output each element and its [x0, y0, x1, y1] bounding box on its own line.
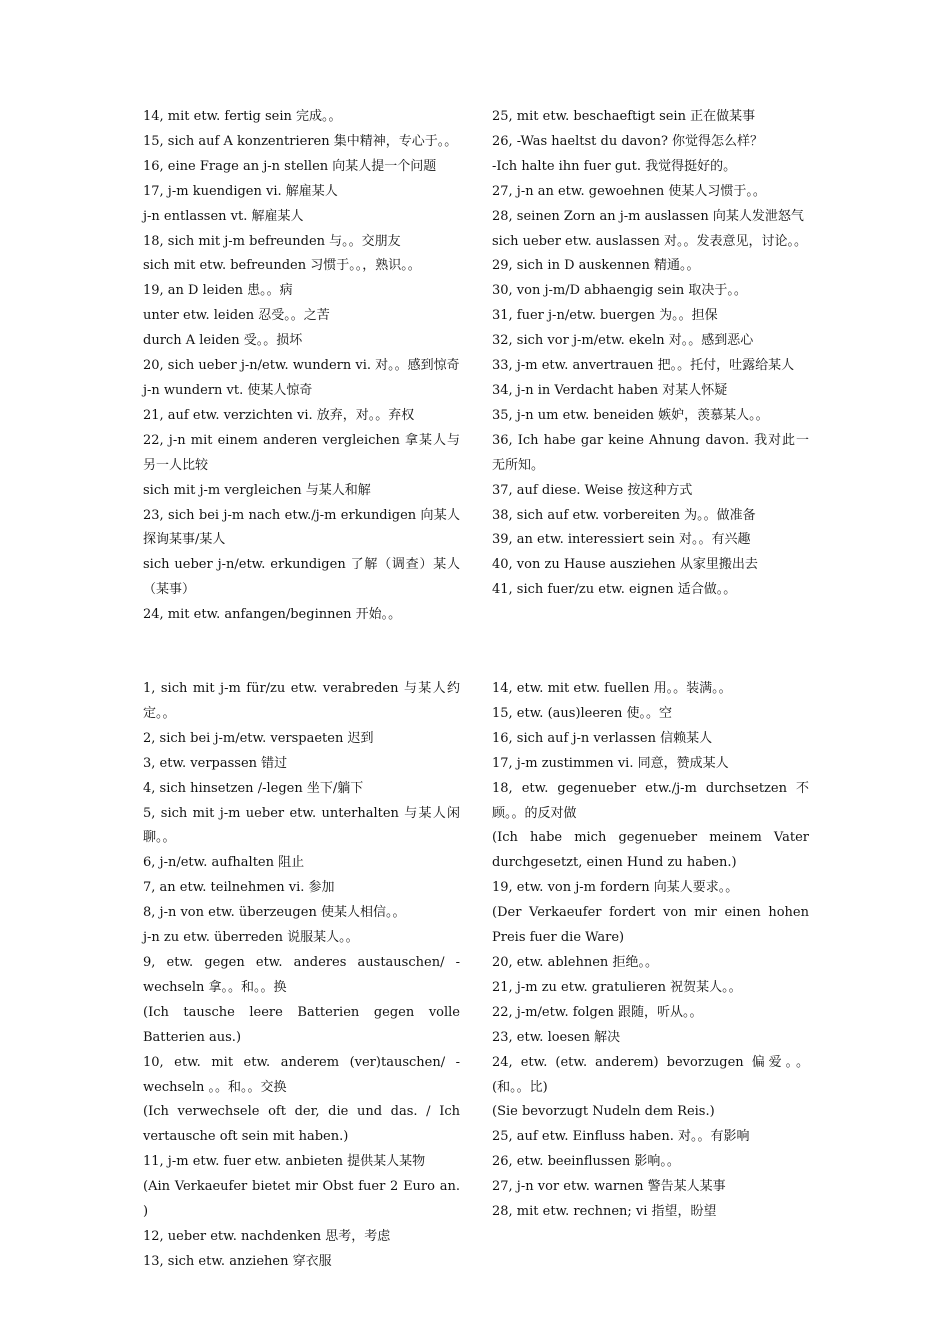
vocab-entry: 37, auf diese. Weise 按这种方式 [492, 482, 693, 498]
vocab-entry: durch A leiden 受。。损坏 [143, 333, 303, 349]
vocab-entry: 28, seinen Zorn an j-m auslassen 向某人发泄怒气 [492, 208, 804, 224]
vocab-entry: 33, j-m etw. anvertrauen 把。。托付，吐露给某人 [492, 358, 795, 374]
vocab-entry: 2, sich bei j-m/etw. verspaeten 迟到 [143, 730, 374, 746]
vocab-entry: 36, Ich habe gar keine Ahnung davon. 我对此一无所知。 [492, 432, 809, 473]
vocab-entry: 8, j-n von etw. überzeugen 使某人相信。。 [143, 905, 406, 921]
section-2-left-column [143, 677, 460, 1275]
section-2-right-column [492, 677, 809, 1275]
vocab-entry: 20, etw. ablehnen 拒绝。。 [492, 954, 658, 970]
vocab-entry: sich mit etw. befreunden 习惯于。。，熟识。。 [143, 258, 421, 274]
vocab-entry: 38, sich auf etw. vorbereiten 为。。做准备 [492, 507, 756, 523]
vocab-entry: 30, von j-m/D abhaengig sein 取决于。。 [492, 283, 747, 299]
vocab-entry: 34, j-n in Verdacht haben 对某人怀疑 [492, 382, 728, 398]
section-1-left-column [143, 105, 460, 628]
vocab-entry: 13, sich etw. anziehen 穿衣服 [143, 1253, 332, 1269]
vocab-entry: 21, auf etw. verzichten vi. 放弃，对。。弃权 [143, 407, 415, 423]
vocab-entry: j-n entlassen vt. 解雇某人 [143, 208, 304, 224]
vocab-entry: 11, j-m etw. fuer etw. anbieten 提供某人某物 [143, 1154, 426, 1170]
vocab-entry: j-n zu etw. überreden 说服某人。。 [143, 930, 359, 946]
example-sentence: (Ich verwechsele oft der, die und das. / Ich vertausche oft sein mit haben.) [143, 1104, 460, 1145]
vocab-entry: 18, sich mit j-m befreunden 与。。交朋友 [143, 233, 401, 249]
vocab-entry: 18, etw. gegenueber etw./j-m durchsetzen 不顾。。的反对做 [492, 780, 809, 821]
vocab-entry: 28, mit etw. rechnen; vi 指望，盼望 [492, 1204, 717, 1220]
vocab-entry: 24, mit etw. anfangen/beginnen 开始。。 [143, 607, 402, 623]
vocab-entry: 27, j-n an etw. gewoehnen 使某人习惯于。。 [492, 183, 766, 199]
vocab-entry: 39, an etw. interessiert sein 对。。有兴趣 [492, 532, 751, 548]
vocab-entry: 19, etw. von j-m fordern 向某人要求。。 [492, 880, 739, 896]
vocab-entry: 22, j-n mit einem anderen vergleichen 拿某人与另一人比较 [143, 432, 460, 473]
vocab-entry: 27, j-n vor etw. warnen 警告某人某事 [492, 1179, 726, 1195]
vocab-entry: 41, sich fuer/zu etw. eignen 适合做。。 [492, 582, 737, 598]
vocab-entry: 23, etw. loesen 解决 [492, 1029, 621, 1045]
vocab-entry: 6, j-n/etw. aufhalten 阻止 [143, 855, 305, 871]
vocab-entry: 35, j-n um etw. beneiden 嫉妒，羡慕某人。。 [492, 407, 769, 423]
vocab-entry: 22, j-m/etw. folgen 跟随，听从。。 [492, 1004, 703, 1020]
section-1-right-column [492, 105, 809, 628]
vocab-entry: 21, j-m zu etw. gratulieren 祝贺某人。。 [492, 979, 742, 995]
example-sentence: (Ich tausche leere Batterien gegen volle Batterien aus.) [143, 1004, 460, 1045]
vocab-entry: 15, etw. (aus)leeren 使。。空 [492, 705, 672, 721]
vocab-entry: 20, sich ueber j-n/etw. wundern vi. 对。。感到惊奇 [143, 358, 460, 374]
example-sentence: (Sie bevorzugt Nudeln dem Reis.) [492, 1104, 715, 1120]
vocab-entry: unter etw. leiden 忍受。。之苦 [143, 308, 330, 324]
vocab-entry: 25, mit etw. beschaeftigt sein 正在做某事 [492, 109, 756, 124]
vocab-section-1 [143, 105, 809, 628]
vocab-entry: 10, etw. mit etw. anderem (ver)tauschen/ -wechseln 。。和。。交换 [143, 1054, 460, 1095]
vocab-entry: 16, sich auf j-n verlassen 信赖某人 [492, 730, 713, 746]
example-sentence: (Ain Verkaeufer bietet mir Obst fuer 2 Euro an. ) [143, 1179, 460, 1220]
vocab-entry: sich ueber j-n/etw. erkundigen 了解（调查）某人（某事） [143, 557, 460, 598]
vocab-entry: 3, etw. verpassen 错过 [143, 755, 288, 771]
vocab-entry: 17, j-m kuendigen vi. 解雇某人 [143, 183, 338, 199]
vocab-entry: 4, sich hinsetzen /-legen 坐下/躺下 [143, 780, 364, 796]
vocab-entry: 40, von zu Hause ausziehen 从家里搬出去 [492, 557, 758, 573]
vocab-entry: 17, j-m zustimmen vi. 同意，赞成某人 [492, 755, 729, 771]
example-sentence: (Ich habe mich gegenueber meinem Vater durchgesetzt, einen Hund zu haben.) [492, 830, 809, 871]
vocab-entry: 12, ueber etw. nachdenken 思考，考虑 [143, 1228, 391, 1244]
vocab-entry: sich ueber etw. auslassen 对。。发表意见，讨论。。 [492, 233, 808, 249]
vocab-entry: 32, sich vor j-m/etw. ekeln 对。。感到恶心 [492, 333, 754, 349]
vocab-entry: 14, mit etw. fertig sein 完成。。 [143, 109, 342, 124]
vocab-entry: 15, sich auf A konzentrieren 集中精神，专心于。。 [143, 133, 458, 149]
vocab-entry: 7, an etw. teilnehmen vi. 参加 [143, 880, 335, 896]
vocab-entry: 29, sich in D auskennen 精通。。 [492, 258, 700, 274]
vocab-entry: -Ich halte ihn fuer gut. 我觉得挺好的。 [492, 158, 737, 174]
vocab-entry: 9, etw. gegen etw. anderes austauschen/ -wechseln 拿。。和。。换 [143, 954, 460, 995]
vocab-entry: 16, eine Frage an j-n stellen 向某人提一个问题 [143, 158, 437, 174]
vocab-section-2 [143, 677, 809, 1275]
vocab-entry: 1, sich mit j-m für/zu etw. verabreden 与某人约定。。 [143, 681, 460, 721]
vocab-entry: 26, -Was haeltst du davon? 你觉得怎么样？ [492, 133, 764, 149]
vocab-entry: 14, etw. mit etw. fuellen 用。。装满。。 [492, 681, 732, 696]
vocab-entry: 26, etw. beeinflussen 影响。。 [492, 1154, 680, 1170]
vocab-entry: 24, etw. (etw. anderem) bevorzugen 偏爱。。(和。。比) [492, 1054, 809, 1095]
example-sentence: (Der Verkaeufer fordert von mir einen hohen Preis fuer die Ware) [492, 905, 809, 946]
vocab-entry: 23, sich bei j-m nach etw./j-m erkundigen 向某人探询某事/某人 [143, 507, 460, 548]
vocab-entry: sich mit j-m vergleichen 与某人和解 [143, 482, 371, 498]
vocab-entry: 19, an D leiden 患。。病 [143, 283, 293, 299]
vocab-entry: 25, auf etw. Einfluss haben. 对。。有影响 [492, 1129, 750, 1145]
vocab-entry: j-n wundern vt. 使某人惊奇 [143, 382, 313, 398]
vocab-entry: 5, sich mit j-m ueber etw. unterhalten 与某人闲聊。。 [143, 805, 460, 846]
vocab-entry: 31, fuer j-n/etw. buergen 为。。担保 [492, 308, 718, 324]
